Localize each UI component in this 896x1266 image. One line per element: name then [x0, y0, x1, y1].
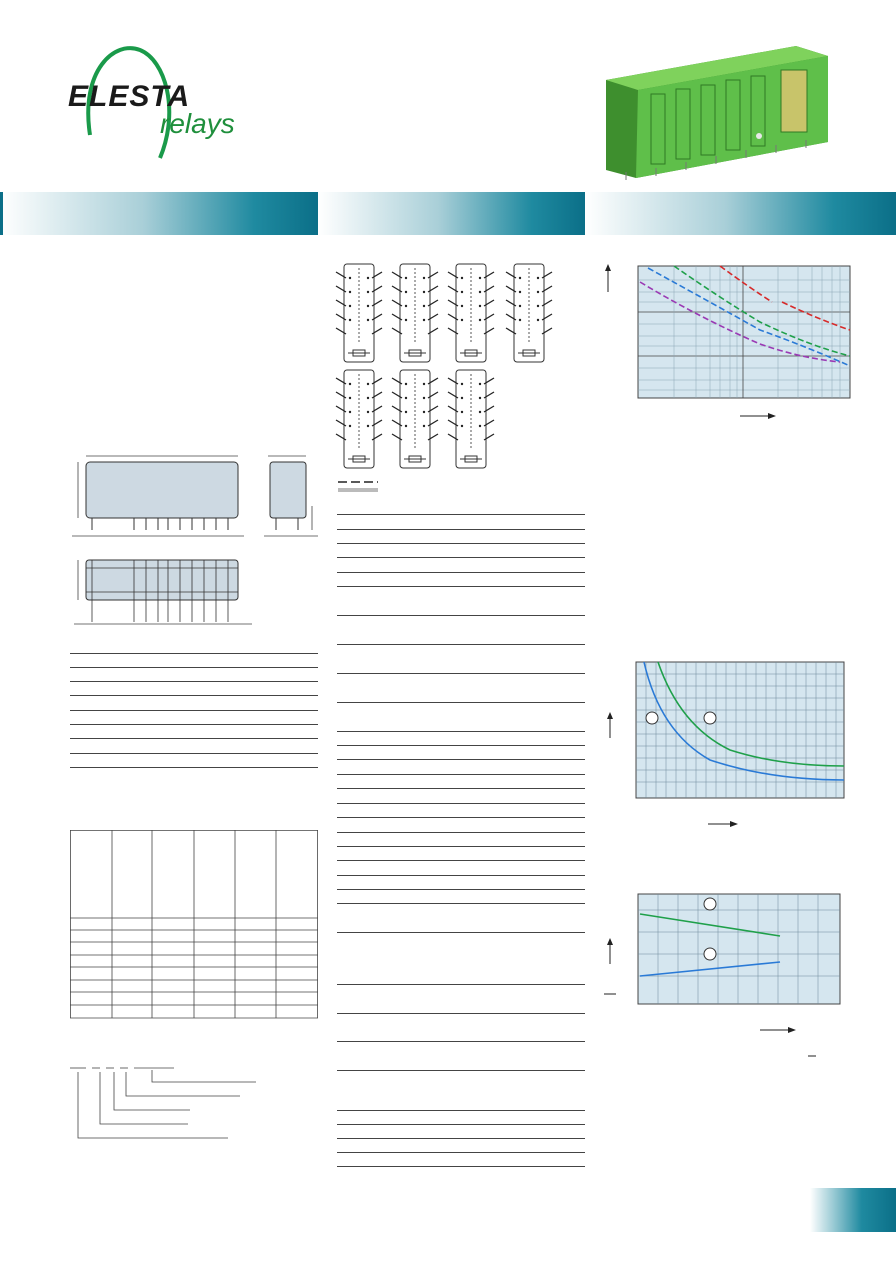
spec-row-line	[337, 846, 585, 847]
spec-row-line	[337, 1166, 585, 1167]
header-band-right	[585, 192, 896, 235]
spec-row-line	[337, 1013, 585, 1014]
coil-operate-chart	[600, 656, 850, 832]
temperature-chart	[600, 890, 850, 1070]
spec-row-line	[337, 615, 585, 616]
contact-diagram-grid	[334, 260, 584, 492]
spec-row-line	[337, 1070, 585, 1071]
spec-row-line	[70, 695, 318, 696]
spec-row-line	[337, 731, 585, 732]
header-band-left	[0, 192, 318, 235]
ordering-code-key	[70, 1066, 270, 1146]
contact-arrangement-icon	[506, 264, 552, 362]
spec-row-line	[337, 803, 585, 804]
contact-arrangement-icon	[336, 370, 382, 468]
header-band-middle	[318, 192, 585, 235]
contact-arrangement-icon	[448, 370, 494, 468]
contact-arrangement-icon	[336, 264, 382, 362]
spec-row-line	[337, 903, 585, 904]
spec-row-line	[337, 1041, 585, 1042]
load-limit-chart	[600, 258, 860, 428]
spec-row-line	[337, 1124, 585, 1125]
spec-row-line	[337, 832, 585, 833]
spec-row-line	[337, 644, 585, 645]
spec-row-line	[337, 572, 585, 573]
spec-row-line	[70, 681, 318, 682]
spec-row-line	[337, 673, 585, 674]
spec-row-line	[70, 753, 318, 754]
contact-arrangement-icon	[392, 264, 438, 362]
spec-row-line	[337, 1152, 585, 1153]
spec-row-line	[337, 889, 585, 890]
spec-row-line	[337, 1138, 585, 1139]
page-tab	[810, 1188, 896, 1232]
spec-row-line	[70, 767, 318, 768]
spec-row-line	[337, 529, 585, 530]
spec-row-line	[337, 514, 585, 515]
spec-row-line	[337, 875, 585, 876]
dimension-drawing-side	[68, 450, 248, 542]
spec-row-line	[337, 543, 585, 544]
spec-row-line	[337, 932, 585, 933]
contact-arrangement-icon	[392, 370, 438, 468]
relay-product-photo	[596, 42, 836, 182]
spec-row-line	[70, 710, 318, 711]
spec-row-line	[70, 653, 318, 654]
spec-row-line	[337, 1110, 585, 1111]
spec-row-line	[337, 557, 585, 558]
spec-row-line	[337, 774, 585, 775]
brand-tagline: relays	[160, 108, 235, 139]
dimension-drawing-footprint	[68, 552, 258, 630]
curve-marker-icon	[704, 712, 716, 724]
dimension-drawing-end	[262, 450, 322, 542]
brand-logo	[60, 40, 260, 165]
curve-marker-icon	[704, 948, 716, 960]
spec-row-line	[337, 788, 585, 789]
coil-data-table	[70, 830, 318, 1020]
spec-row-line	[337, 586, 585, 587]
spec-row-line	[70, 667, 318, 668]
curve-marker-icon	[646, 712, 658, 724]
spec-row-line	[337, 759, 585, 760]
spec-row-line	[337, 702, 585, 703]
spec-row-line	[337, 984, 585, 985]
spec-row-line	[70, 738, 318, 739]
spec-row-line	[337, 817, 585, 818]
spec-row-line	[337, 745, 585, 746]
contact-arrangement-icon	[448, 264, 494, 362]
curve-marker-icon	[704, 898, 716, 910]
spec-row-line	[70, 724, 318, 725]
brand-name: ELESTA	[68, 80, 191, 113]
band-left-edge	[0, 192, 3, 235]
spec-row-line	[337, 860, 585, 861]
